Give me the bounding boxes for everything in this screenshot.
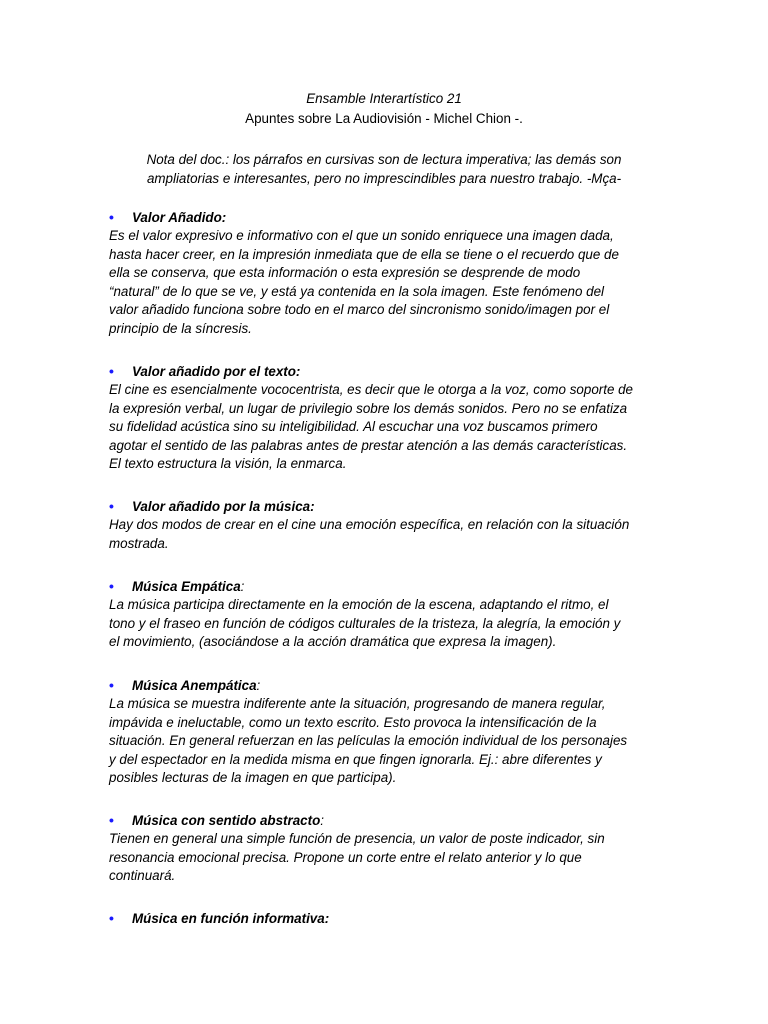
document-title: Ensamble Interartístico 21 — [306, 91, 462, 106]
paragraph-line: Tienen en general una simple función de presencia, un valor de poste indicador, sin — [109, 831, 605, 846]
section-title-suffix: : — [320, 813, 324, 828]
section-musica-sentido-abstracto — [109, 811, 669, 886]
section-title: Valor añadido por el texto: — [132, 364, 301, 379]
editor-note-line: ampliatorias e interesantes, pero no imprescindibles para nuestro trabajo. -Mça- — [146, 171, 622, 187]
document-subtitle: Apuntes sobre La Audiovisión - Michel Chion -. — [245, 110, 523, 126]
section-heading — [109, 676, 669, 695]
paragraph-line: tono y el fraseo en función de códigos culturales de la tristeza, la alegría, la emoción y — [109, 615, 621, 631]
section-paragraph — [109, 596, 669, 652]
paragraph-line: Hay dos modos de crear en el cine una emoción específica, en relación con la situación — [109, 517, 630, 532]
paragraph-line: impávida e ineluctable, como un texto escrito. Esto provoca la intensificación de la — [109, 714, 597, 730]
paragraph-line: su fidelidad acústica sino su inteligibilidad. Al escuchar una voz buscamos primero — [109, 419, 598, 435]
paragraph-line: posibles lecturas de la imagen en que participa). — [109, 770, 397, 786]
section-title: Valor añadido por la música: — [132, 499, 315, 514]
section-heading — [109, 497, 669, 516]
editor-note-line: Nota del doc.: los párrafos en cursivas son de lectura imperativa; las demás son — [146, 152, 622, 167]
paragraph-line: agotar el sentido de las palabras antes de prestar atención a las demás características. — [109, 437, 628, 453]
section-heading — [109, 577, 669, 596]
paragraph-line: valor añadido funciona sobre todo en el marco del sincronismo sonido/imagen por el — [109, 302, 610, 318]
section-paragraph — [109, 695, 669, 788]
section-heading — [109, 362, 669, 381]
paragraph-line: hasta hacer creer, en la impresión inmediata que de ella se tiene o el recuerdo que de — [109, 246, 619, 262]
paragraph-line: mostrada. — [109, 535, 169, 551]
section-title: Valor Añadido: — [132, 210, 227, 225]
section-musica-anempatica — [109, 676, 669, 788]
bullet-icon: • — [109, 498, 114, 514]
paragraph-line: Es el valor expresivo e informativo con el que un sonido enriquece una imagen dada, — [109, 228, 614, 243]
paragraph-line: “natural” de lo que se ve, y está ya contenida en la sola imagen. Este fenómeno del — [109, 283, 605, 299]
section-valor-anadido-texto — [109, 362, 669, 474]
bullet-icon: • — [109, 910, 114, 926]
document-header — [0, 89, 768, 128]
section-title-suffix: : — [256, 678, 261, 693]
bullet-icon: • — [109, 209, 114, 225]
section-paragraph — [109, 516, 669, 553]
section-valor-anadido — [109, 208, 669, 339]
section-paragraph — [109, 227, 669, 339]
section-valor-anadido-musica — [109, 497, 669, 553]
paragraph-line: La música participa directamente en la emoción de la escena, adaptando el ritmo, el — [109, 597, 609, 612]
section-heading — [109, 909, 669, 928]
section-title: Música Empática — [132, 579, 241, 594]
editor-note — [100, 150, 668, 188]
section-heading — [109, 811, 669, 830]
bullet-icon: • — [109, 812, 114, 828]
paragraph-line: ella se conserva, que esta información o esta expresión se desprende de modo — [109, 265, 581, 281]
section-musica-funcion-informativa — [109, 909, 669, 928]
paragraph-line: y del espectador en la medida misma en que fingen ignorarla. Ej.: abre diferentes y — [109, 751, 602, 767]
paragraph-line: la expresión verbal, un lugar de privilegio sobre los demás sonidos. Pero no se enfatiza — [109, 400, 628, 416]
section-paragraph — [109, 381, 669, 474]
paragraph-line: principio de la síncresis. — [109, 320, 252, 336]
section-title: Música Anempática — [132, 678, 257, 693]
paragraph-line: resonancia emocional precisa. Propone un corte entre el relato anterior y lo que — [109, 849, 582, 865]
paragraph-line: La música se muestra indiferente ante la situación, progresando de manera regular, — [109, 696, 606, 711]
paragraph-line: continuará. — [109, 868, 176, 884]
paragraph-line: el movimiento, (asociándose a la acción dramática que expresa la imagen). — [109, 634, 557, 650]
bullet-icon: • — [109, 363, 114, 379]
section-paragraph — [109, 830, 669, 886]
paragraph-line: El cine es esencialmente vococentrista, es decir que le otorga a la voz, como soporte de — [109, 382, 634, 397]
section-musica-empatica — [109, 577, 669, 652]
section-title: Música en función informativa: — [132, 911, 330, 926]
section-title: Música con sentido abstracto — [132, 813, 321, 828]
section-title-suffix: : — [240, 579, 245, 594]
bullet-icon: • — [109, 677, 114, 693]
paragraph-line: situación. En general refuerzan en las películas la emoción individual de los personajes — [109, 733, 628, 749]
section-heading — [109, 208, 669, 227]
paragraph-line: El texto estructura la visión, la enmarca. — [109, 456, 347, 472]
bullet-icon: • — [109, 578, 114, 594]
